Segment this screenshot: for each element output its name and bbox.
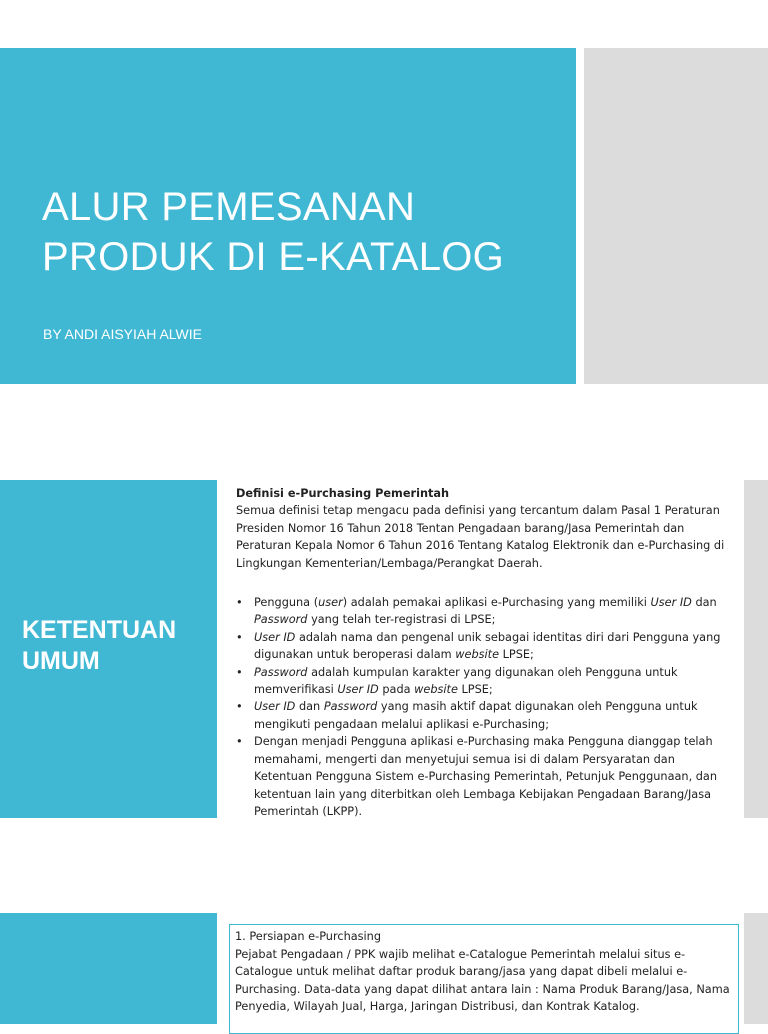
text-span: User ID — [254, 630, 296, 644]
text-span: LPSE; — [457, 683, 493, 697]
section-side-panel — [744, 480, 768, 818]
text-span: adalah nama dan pengenal unik sebagai identitas diri dari Pengguna yang digunakan untuk beroperasi dalam — [254, 630, 721, 662]
section-heading-line-1: KETENTUAN — [22, 616, 177, 644]
text-span: pada — [378, 683, 415, 697]
list-item — [236, 664, 736, 699]
text-span: ) adalah pemakai aplikasi e-Purchasing yang memiliki — [342, 596, 651, 610]
text-span: User ID — [650, 596, 692, 610]
section-heading-line-2: UMUM — [22, 647, 100, 675]
step-slide-side-panel — [744, 913, 768, 1024]
slide-title — [42, 182, 562, 282]
text-span: LPSE; — [499, 648, 534, 662]
text-span: User ID — [337, 683, 379, 697]
text-span: yang telah ter-registrasi di LPSE; — [307, 613, 496, 627]
text-span: Password — [254, 665, 308, 679]
text-span: dan — [295, 700, 324, 714]
bullet-icon: • — [236, 700, 243, 714]
text-span: Password — [323, 700, 378, 714]
text-span: dan — [691, 596, 717, 610]
text-span: User ID — [254, 700, 296, 714]
list-item — [236, 733, 736, 820]
bullet-icon: • — [236, 630, 243, 644]
text-span: Password — [254, 613, 308, 627]
text-span: Pengguna ( — [254, 596, 319, 610]
step-text: Pejabat Pengadaan / PPK wajib melihat e-Catalogue Pemerintah melalui situs e-Catalogue untuk melihat daftar produk barang/jasa yang dapat dibeli melalui e-Purchasing. Data-data yang dapat dilihat antara lain : Nama Produk Barang/Jasa, Nama Penyedia, Wilayah Jual, Harga, Jaringan Distribusi, dan Kontrak Katalog. — [235, 947, 730, 1014]
text-span: user — [318, 596, 343, 610]
text-span: Dengan menjadi Pengguna aplikasi e-Purchasing maka Pengguna dianggap telah memahami, mengerti dan menyetujui semua isi di dalam Persyaratan dan Ketentuan Pengguna Sistem e-Purchasing Pemerintah, Petunjuk Penggunaan, dan ketentuan lain yang diterbitkan oleh Lembaga Kebijakan Pengadaan Barang/Jasa Pemerintah (LKPP). — [254, 735, 718, 818]
list-item — [236, 698, 736, 733]
bullet-icon: • — [236, 596, 243, 610]
definition-title: Definisi e-Purchasing Pemerintah — [236, 487, 450, 500]
title-slide-side-panel — [584, 48, 768, 384]
list-item — [236, 594, 736, 629]
text-span: yang masih aktif dapat digunakan oleh Pengguna untuk mengikuti pengadaan melalui aplikasi e-Purchasing; — [254, 700, 698, 731]
text-span: adalah kumpulan karakter yang digunakan oleh Pengguna untuk memverifikasi — [254, 665, 678, 697]
slide-title-line-2: PRODUK DI E-KATALOG — [42, 235, 505, 279]
definition-content — [236, 485, 736, 820]
slide-subtitle: BY ANDI AISYIAH ALWIE — [43, 326, 202, 342]
step-slide-panel — [0, 913, 217, 1024]
bullet-icon: • — [236, 735, 243, 749]
text-span: website — [414, 683, 458, 697]
section-heading — [22, 615, 212, 677]
text-span: website — [455, 648, 500, 662]
step-title: 1. Persiapan e-Purchasing — [235, 930, 382, 943]
definition-text: Semua definisi tetap mengacu pada definisi yang tercantum dalam Pasal 1 Peraturan Presiden Nomor 16 Tahun 2018 Tentan Pengadaan barang/Jasa Pemerintah dan Peraturan Kepala Nomor 6 Tahun 2016 Tentang Katalog Elektronik dan e-Purchasing di Lingkungan Kementerian/Lembaga/Perangkat Daerah. — [236, 504, 725, 570]
definition-bullet-list — [236, 594, 736, 820]
bullet-icon: • — [236, 665, 243, 679]
slide-title-line-1: ALUR PEMESANAN — [42, 185, 416, 229]
step-content — [235, 928, 731, 1016]
list-item — [236, 629, 736, 664]
